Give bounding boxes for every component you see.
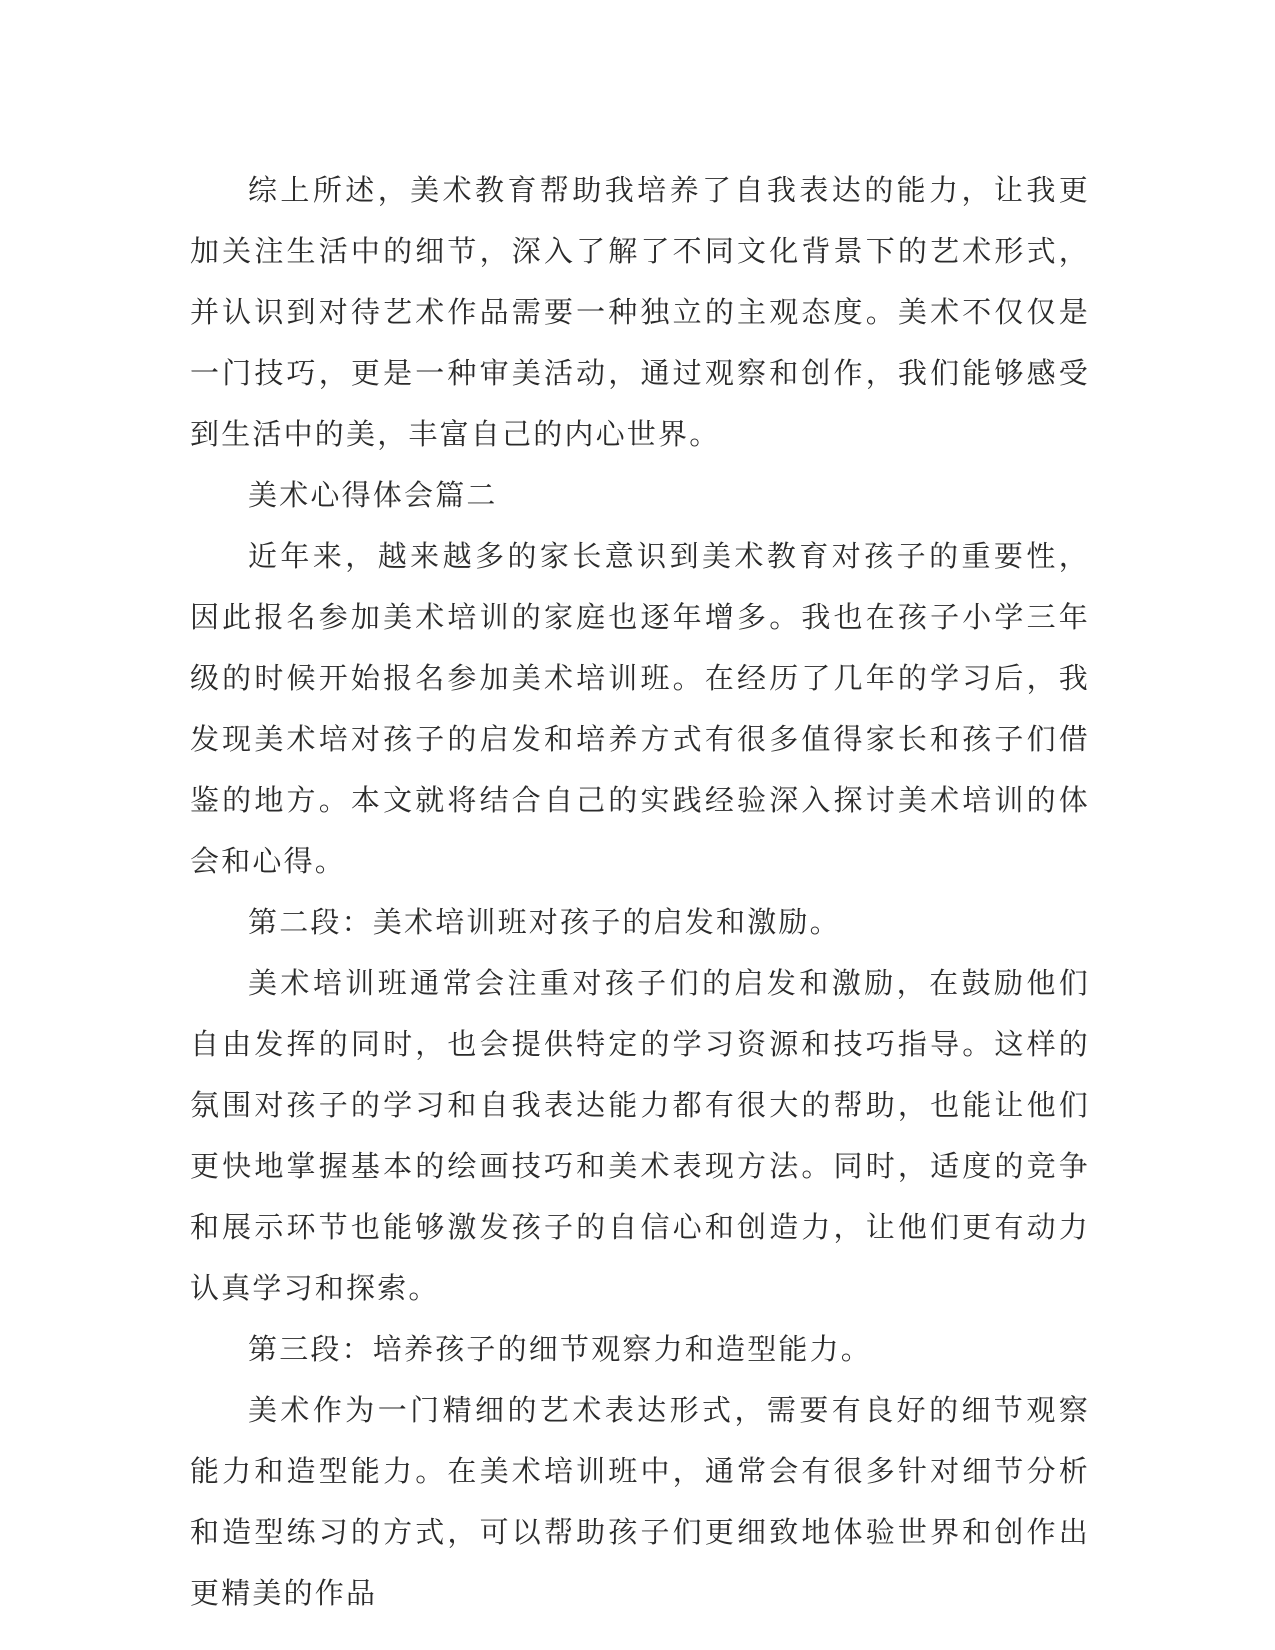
document-body — [190, 160, 1090, 1624]
paragraph-observation: 美术作为一门精细的艺术表达形式，需要有良好的细节观察能力和造型能力。在美术培训班中，通常会有很多针对细节分析和造型练习的方式，可以帮助孩子们更细致地体验世界和创作出更精美的作品 — [190, 1393, 1090, 1610]
section-title-part-two: 美术心得体会篇二 — [248, 478, 498, 512]
paragraph-intro: 近年来，越来越多的家长意识到美术教育对孩子的重要性，因此报名参加美术培训的家庭也逐年增多。我也在孩子小学三年级的时候开始报名参加美术培训班。在经历了几年的学习后，我发现美术培对孩子的启发和培养方式有很多值得家长和孩子们借鉴的地方。本文就将结合自己的实践经验深入探讨美术培训的体会和心得。 — [190, 539, 1090, 878]
section-heading-third: 第三段：培养孩子的细节观察力和造型能力。 — [248, 1332, 873, 1366]
section-heading-second: 第二段：美术培训班对孩子的启发和激励。 — [248, 905, 841, 939]
paragraph-inspiration: 美术培训班通常会注重对孩子们的启发和激励，在鼓励他们自由发挥的同时，也会提供特定的学习资源和技巧指导。这样的氛围对孩子的学习和自我表达能力都有很大的帮助，也能让他们更快地掌握基本的绘画技巧和美术表现方法。同时，适度的竞争和展示环节也能够激发孩子的自信心和创造力，让他们更有动力认真学习和探索。 — [190, 966, 1090, 1305]
paragraph-conclusion: 综上所述，美术教育帮助我培养了自我表达的能力，让我更加关注生活中的细节，深入了解了不同文化背景下的艺术形式，并认识到对待艺术作品需要一种独立的主观态度。美术不仅仅是一门技巧，更是一种审美活动，通过观察和创作，我们能够感受到生活中的美，丰富自己的内心世界。 — [190, 173, 1090, 451]
